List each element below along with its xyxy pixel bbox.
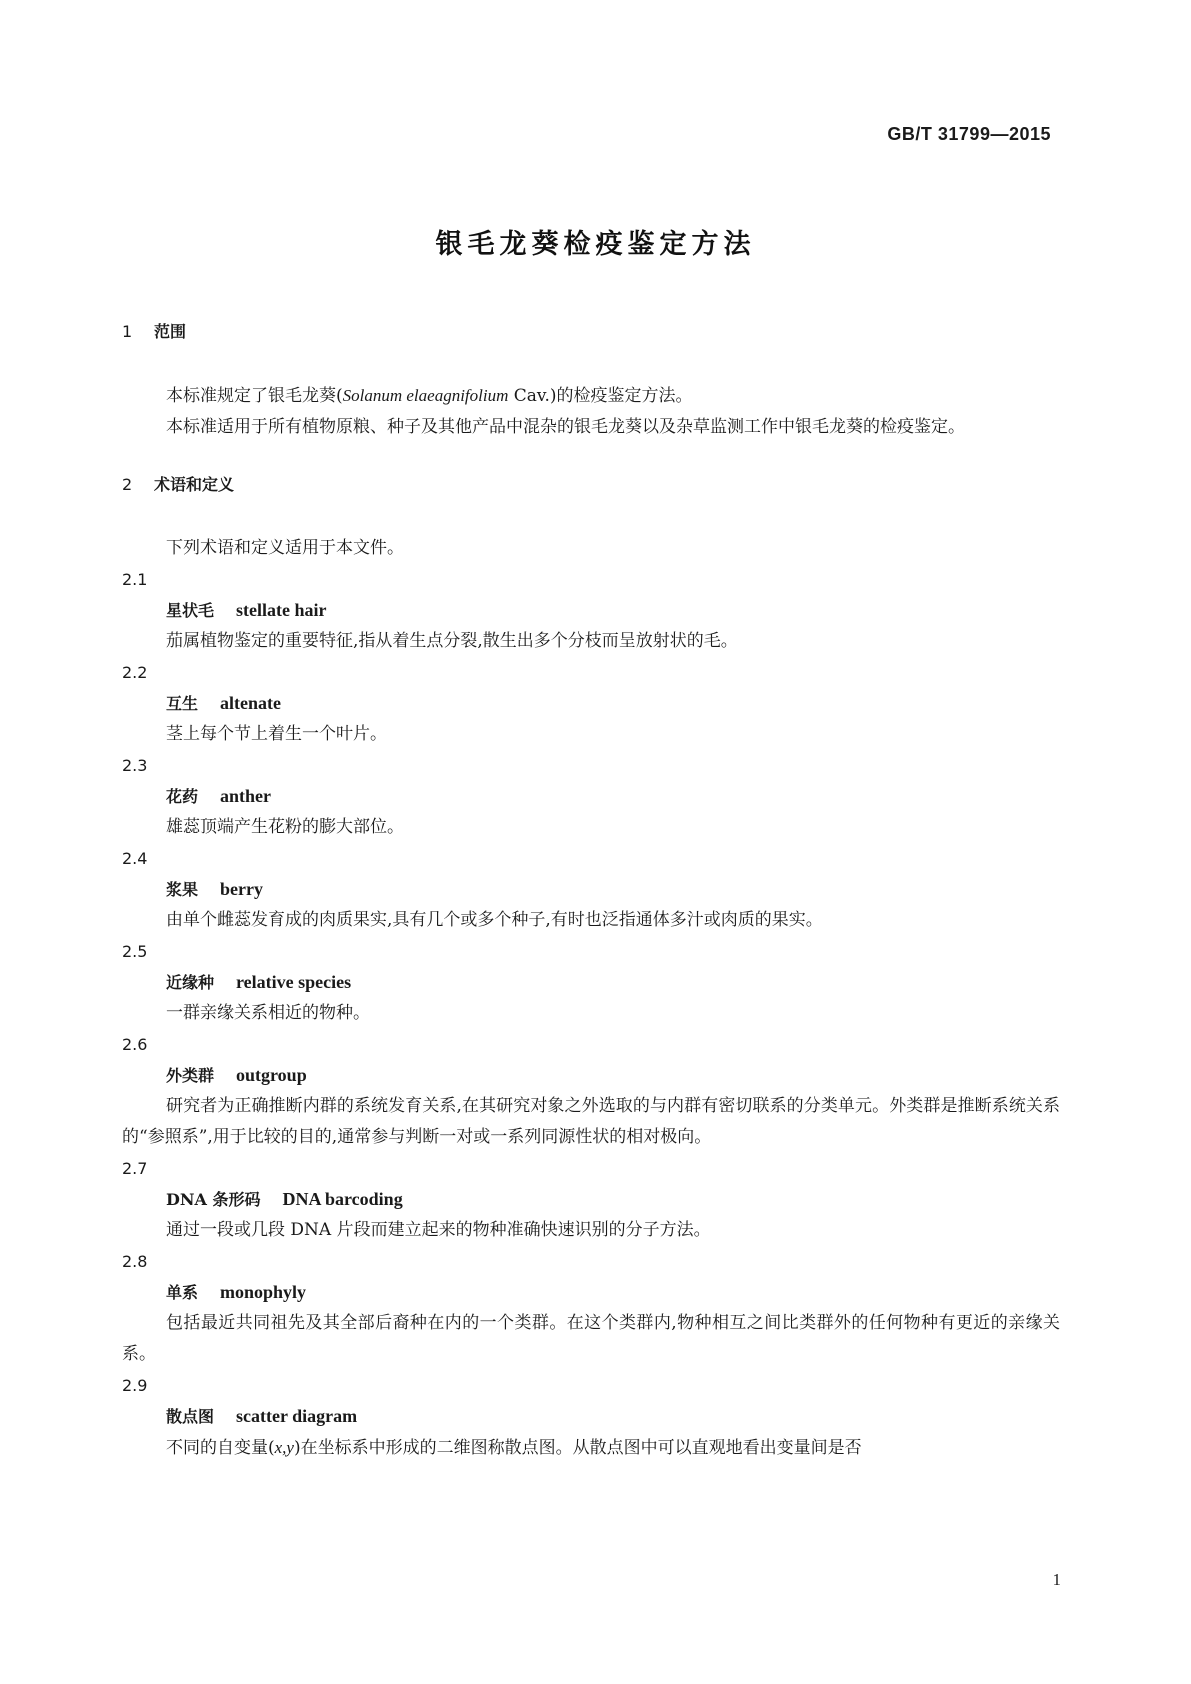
term-en: anther: [220, 786, 272, 806]
term-number: 2.4: [122, 849, 148, 868]
section-number: 2: [122, 475, 133, 494]
term-en: stellate hair: [236, 600, 327, 620]
page-number: 1: [1052, 1570, 1061, 1589]
term-number: 2.6: [122, 1035, 148, 1054]
term-entry: [122, 936, 1060, 1029]
document-title: 银毛龙葵检疫鉴定方法: [435, 229, 756, 260]
term-definition: 包括最近共同祖先及其全部后裔种在内的一个类群。在这个类群内,物种相互之间比类群外的任何物种有更近的亲缘关系。: [122, 1313, 1060, 1364]
term-title: [122, 595, 1060, 626]
term-number: 2.2: [122, 663, 148, 682]
term-en: outgroup: [236, 1065, 307, 1085]
term-cn: 散点图: [166, 1407, 215, 1426]
term-cn: 星状毛: [166, 601, 215, 620]
section-heading-terms: [122, 475, 1060, 495]
standard-code: GB/T 31799—2015: [887, 124, 1051, 144]
term-entry: [122, 657, 1060, 750]
term-definition: [122, 1432, 1060, 1464]
section-title: 范围: [154, 322, 187, 341]
term-entry: [122, 1153, 1060, 1246]
section-heading-scope: [122, 322, 1060, 342]
term-number: 2.1: [122, 570, 148, 589]
term-en: monophyly: [220, 1282, 307, 1302]
term-cn: 花药: [166, 787, 199, 806]
term-entry: [122, 1029, 1060, 1153]
scope-paragraph-2: 本标准适用于所有植物原粮、种子及其他产品中混杂的银毛龙葵以及杂草监测工作中银毛龙葵的检疫鉴定。: [166, 417, 965, 437]
term-definition: 研究者为正确推断内群的系统发育关系,在其研究对象之外选取的与内群有密切联系的分类单元。外类群是推断系统关系的“参照系”,用于比较的目的,通常参与判断一对或一系列同源性状的相对极向。: [122, 1096, 1060, 1147]
term-definition: 通过一段或几段 DNA 片段而建立起来的物种准确快速识别的分子方法。: [166, 1220, 711, 1240]
term-cn: 单系: [166, 1283, 199, 1302]
term-number: 2.7: [122, 1159, 148, 1178]
term-en: berry: [220, 879, 263, 899]
term-entry: [122, 1246, 1060, 1370]
terms-intro: 下列术语和定义适用于本文件。: [166, 538, 404, 558]
term-definition: 由单个雌蕊发育成的肉质果实,具有几个或多个种子,有时也泛指通体多汁或肉质的果实。: [166, 910, 823, 930]
term-title: [122, 967, 1060, 998]
section-title: 术语和定义: [154, 475, 235, 494]
term-definition: 茄属植物鉴定的重要特征,指从着生点分裂,散生出多个分枝而呈放射状的毛。: [166, 631, 738, 651]
term-title: [122, 1184, 1060, 1215]
term-entry: [122, 750, 1060, 843]
species-name: Solanum elaeagnifolium: [342, 386, 509, 405]
term-cn: DNA 条形码: [166, 1190, 261, 1209]
term-definition: 茎上每个节上着生一个叶片。: [166, 724, 387, 744]
term-title: [122, 1060, 1060, 1091]
term-cn: 外类群: [166, 1066, 215, 1085]
term-number: 2.5: [122, 942, 148, 961]
variable-notation: x,y: [274, 1438, 294, 1457]
term-cn: 互生: [166, 694, 199, 713]
term-title: [122, 874, 1060, 905]
text-run: 不同的自变量(: [166, 1438, 275, 1458]
term-entry: [122, 1370, 1060, 1464]
scope-paragraph-1: [122, 380, 1060, 412]
term-title: [122, 1277, 1060, 1308]
term-definition: 一群亲缘关系相近的物种。: [166, 1003, 370, 1023]
term-cn: 浆果: [166, 880, 199, 899]
term-title: [122, 1401, 1060, 1432]
term-entry: [122, 564, 1060, 657]
term-en: relative species: [236, 972, 352, 992]
term-en: DNA barcoding: [282, 1189, 403, 1209]
term-en: altenate: [220, 693, 281, 713]
term-entry: [122, 843, 1060, 936]
term-title: [122, 781, 1060, 812]
term-definition: 雄蕊顶端产生花粉的膨大部位。: [166, 817, 404, 837]
text-run: 本标准规定了银毛龙葵(: [166, 386, 343, 406]
term-en: scatter diagram: [236, 1406, 358, 1426]
text-run: )在坐标系中形成的二维图称散点图。从散点图中可以直观地看出变量间是否: [293, 1438, 862, 1458]
term-number: 2.8: [122, 1252, 148, 1271]
term-number: 2.9: [122, 1376, 148, 1395]
term-cn: 近缘种: [166, 973, 215, 992]
term-title: [122, 688, 1060, 719]
text-run: Cav.)的检疫鉴定方法。: [508, 386, 693, 406]
document-body: [122, 322, 1060, 1464]
section-number: 1: [122, 322, 133, 341]
term-number: 2.3: [122, 756, 148, 775]
